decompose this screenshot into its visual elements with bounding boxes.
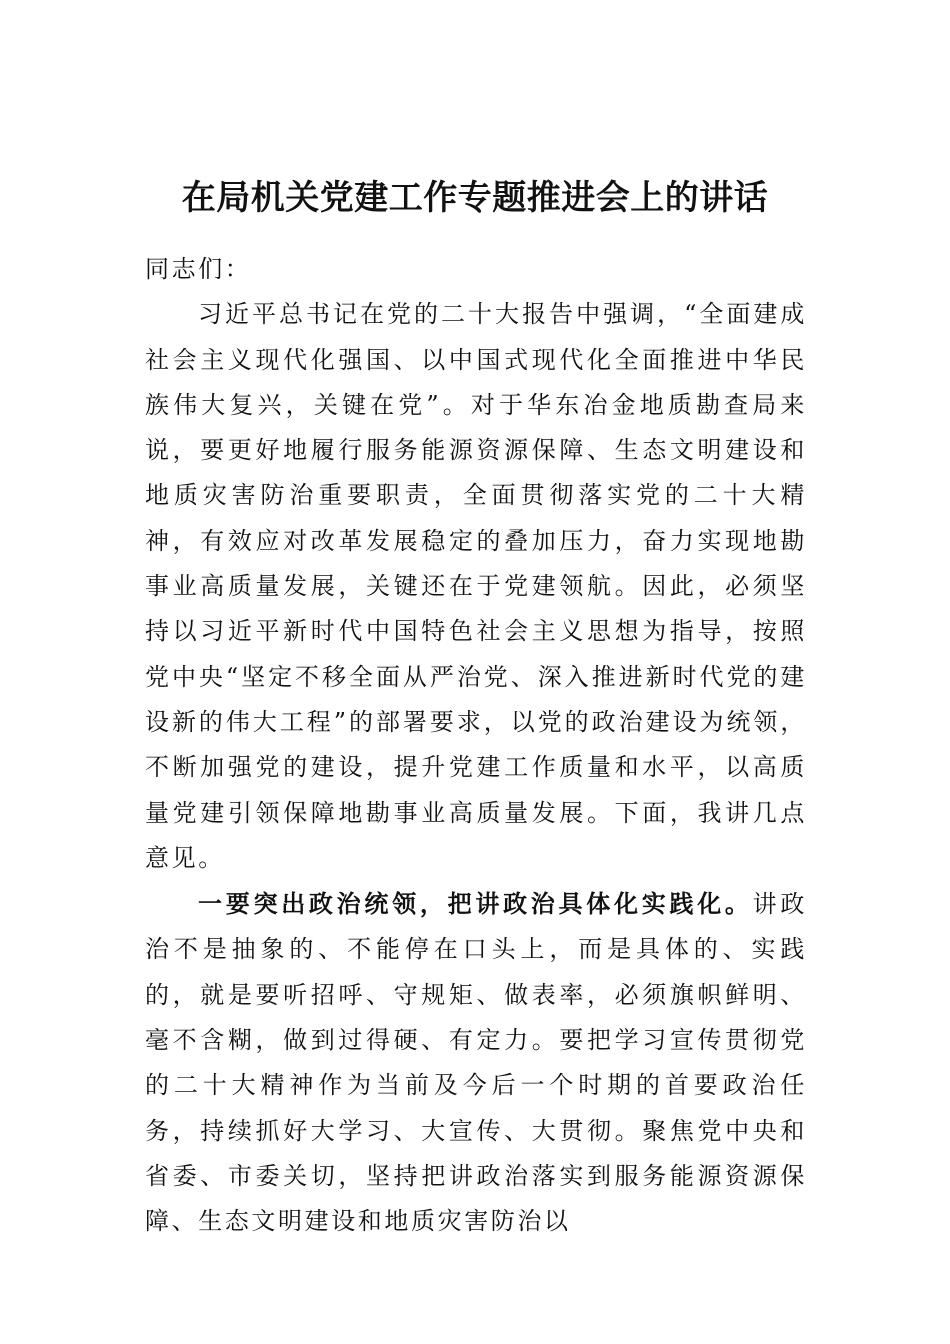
paragraph-intro-text: 习近平总书记在党的二十大报告中强调，“全面建成社会主义现代化强国、以中国式现代化全面推进中华民族伟大复兴，关键在党”。对于华东冶金地质勘查局来说，要更好地履行服务能源资源保障、生态文明建设和地质灾害防治重要职责，全面贯彻落实党的二十大精神，有效应对改革发展稳定的叠加压力，奋力实现地勘事业高质量发展，关键还在于党建领航。因此，必须坚持以习近平新时代中国特色社会主义思想为指导，按照党中央“坚定不移全面从严治党、深入推进新时代党的建设新的伟大工程”的部署要求，以党的政治建设为统领，不断加强党的建设，提升党建工作质量和水平，以高质量党建引领保障地勘事业高质量发展。下面，我讲几点意见。 [145,300,807,872]
paragraph-intro [145,292,807,881]
document-title: 在局机关党建工作专题推进会上的讲话 [181,178,769,218]
salutation: 同志们： [145,255,252,283]
paragraph-point-one-heading: 一要突出政治统领，把讲政治具体化实践化。 [198,889,753,919]
document-body [145,247,807,1245]
paragraph-point-one [145,881,807,1244]
paragraph-point-one-text: 讲政治不是抽象的、不能停在口头上，而是具体的、实践的，就是要听招呼、守规矩、做表率，必须旗帜鲜明、毫不含糊，做到过得硬、有定力。要把学习宣传贯彻党的二十大精神作为当前及今后一个时期的首要政治任务，持续抓好大学习、大宣传、大贯彻。聚焦党中央和省委、市委关切，坚持把讲政治落实到服务能源资源保障、生态文明建设和地质灾害防治以 [145,890,808,1236]
